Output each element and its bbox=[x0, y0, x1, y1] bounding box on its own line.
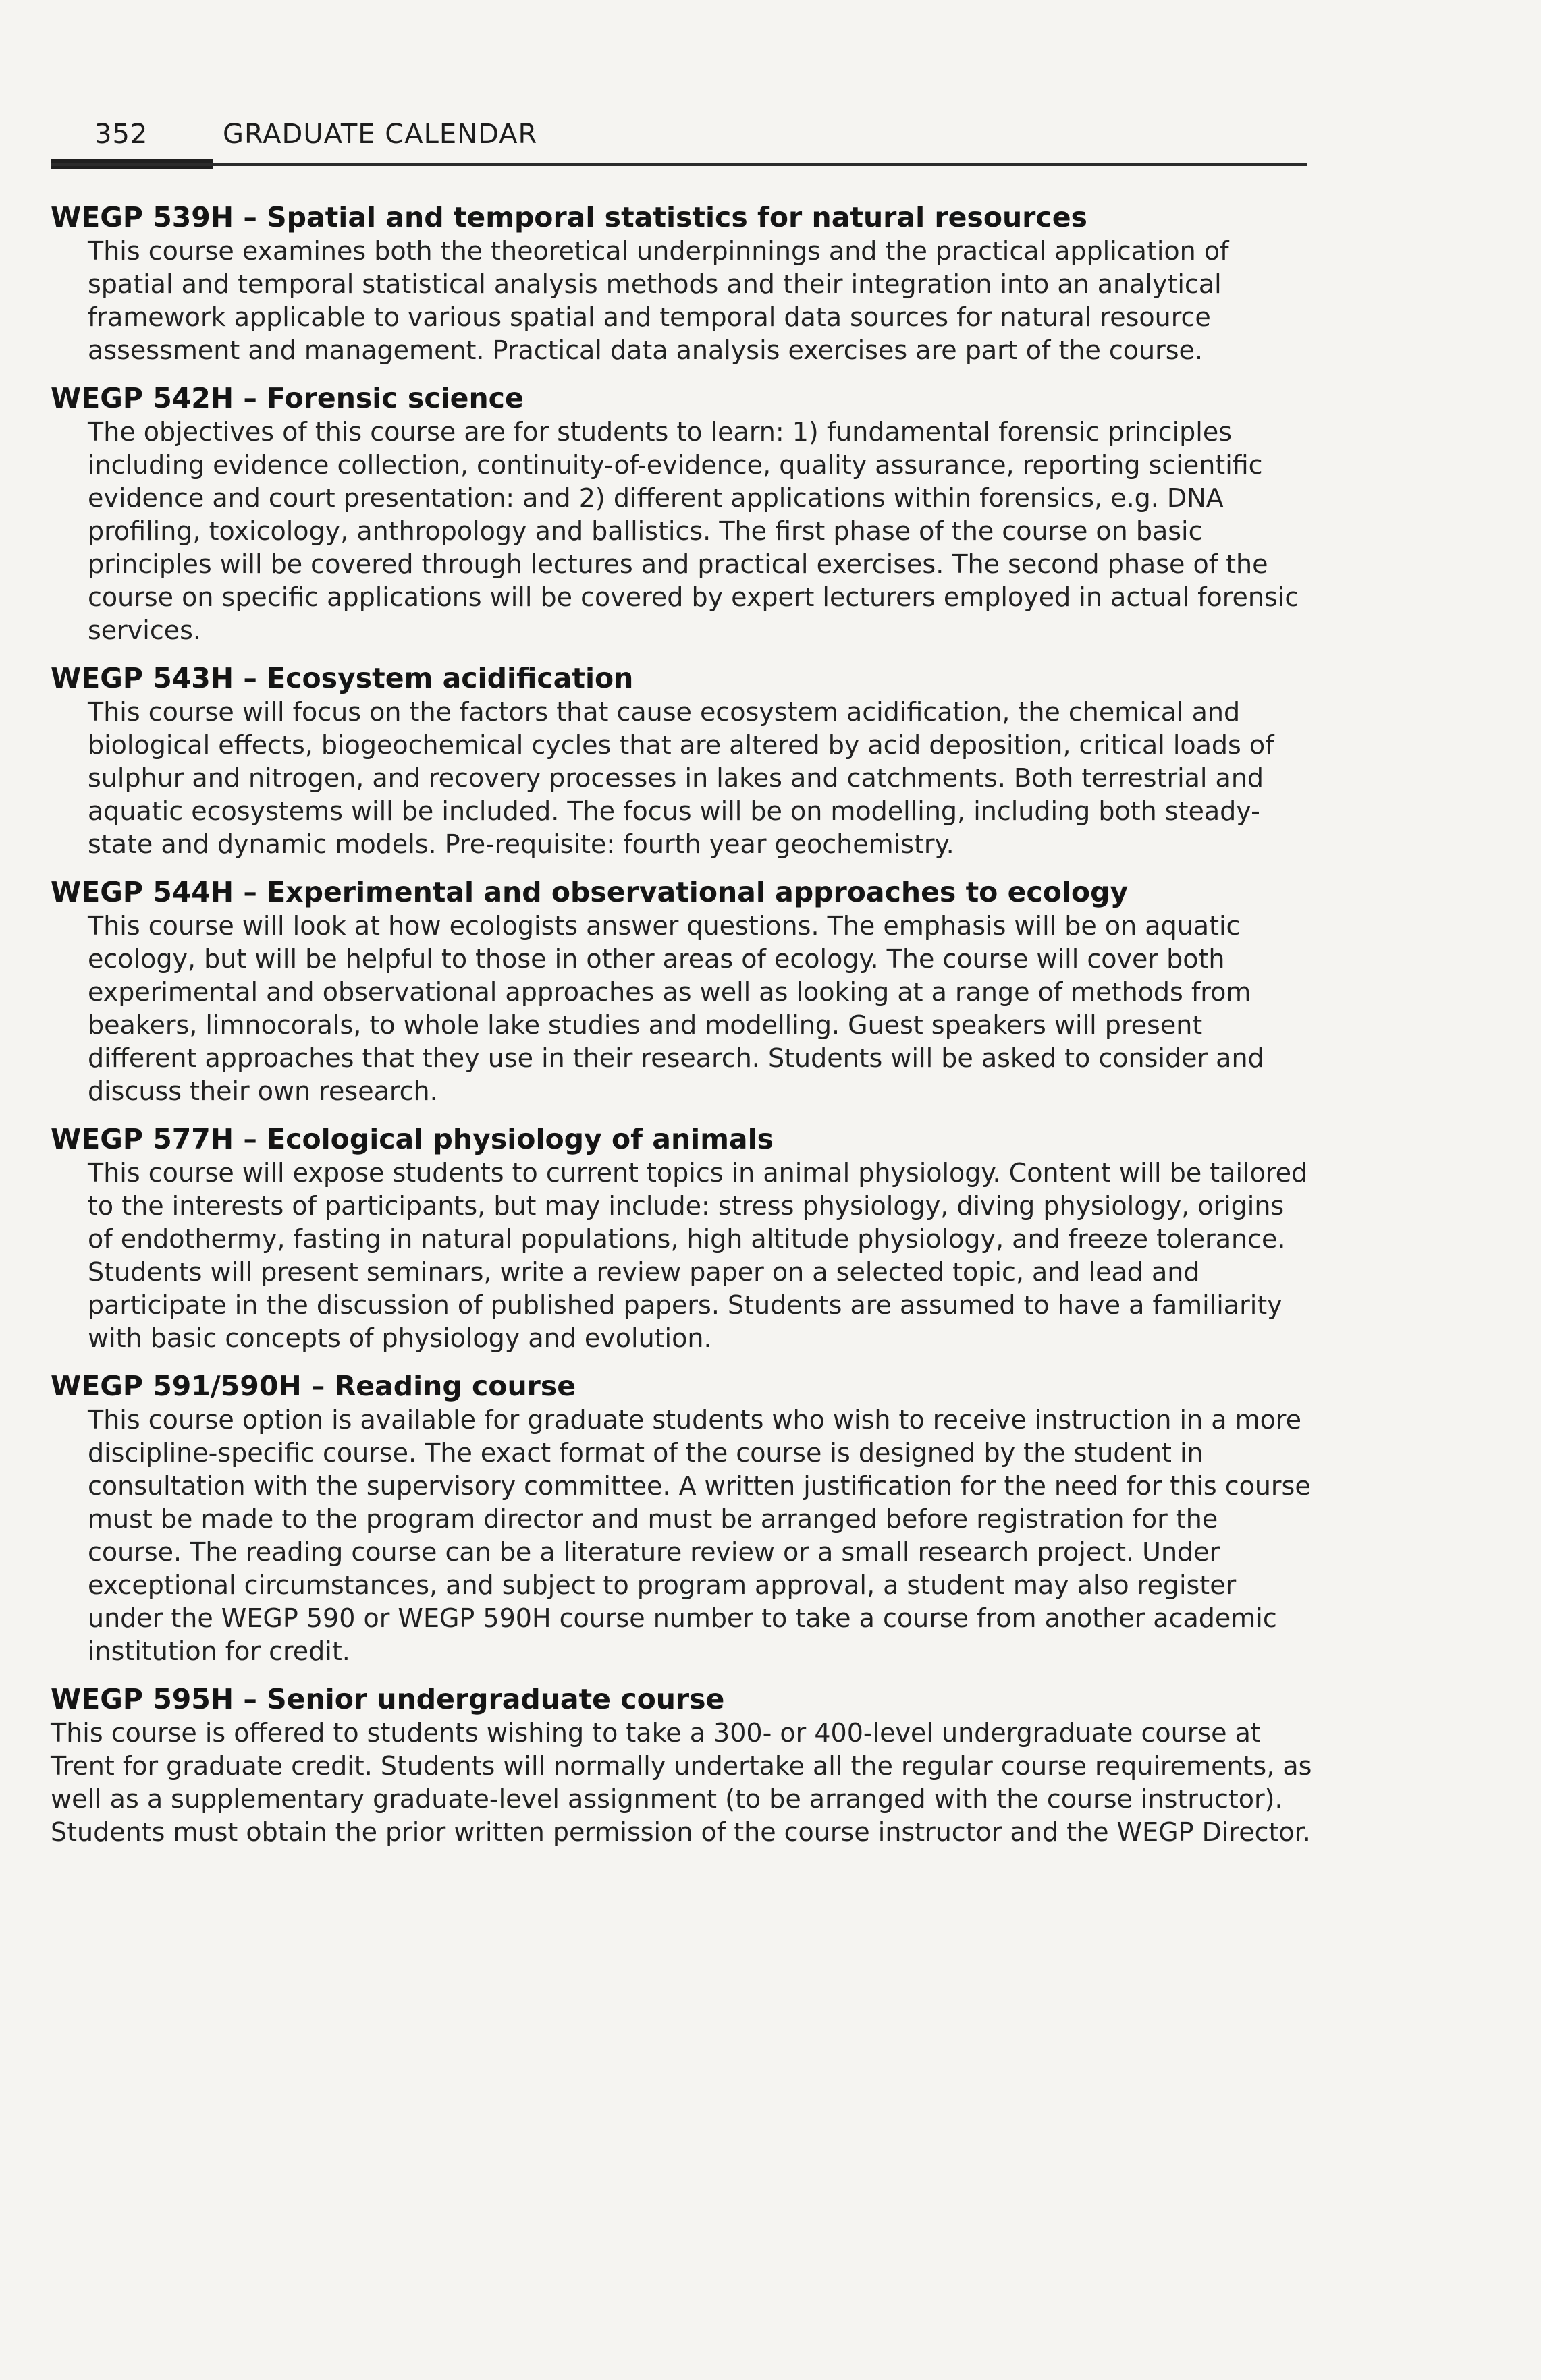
course-entry bbox=[51, 1368, 1316, 1668]
course-title: WEGP 539H – Spatial and temporal statistics for natural resources bbox=[51, 201, 1087, 233]
course-description: This course examines both the theoretical underpinnings and the practical application of spatial and temporal statistical analysis methods and their integration into an analytical framework applicable to various spatial and temporal data sources for natural resource assessment and management. Practical data analysis exercises are part of the course. bbox=[88, 236, 1229, 365]
course-entry bbox=[51, 875, 1316, 1108]
header-rule bbox=[51, 163, 1307, 166]
course-title: WEGP 577H – Ecological physiology of animals bbox=[51, 1123, 774, 1155]
course-title: WEGP 542H – Forensic science bbox=[51, 382, 524, 414]
course-title: WEGP 591/590H – Reading course bbox=[51, 1370, 576, 1402]
course-description: The objectives of this course are for students to learn: 1) fundamental forensic principles including evidence collection, continuity-of-evidence, quality assurance, reporting scientific evidence and court presentation: and 2) different applications within forensics, e.g. DNA profiling, toxicology, anthropology and ballistics. The first phase of the course on basic principles will be covered through lectures and practical exercises. The second phase of the course on specific applications will be covered by expert lecturers employed in actual forensic services. bbox=[88, 417, 1299, 645]
course-entry bbox=[51, 661, 1316, 861]
course-description: This course is offered to students wishing to take a 300- or 400-level undergraduate course at Trent for graduate credit. Students will normally undertake all the regular course requirements, as well as a supplementary graduate-level assignment (to be arranged with the course instructor). Students must obtain the prior written permission of the course instructor and the WEGP Director. bbox=[51, 1718, 1312, 1847]
course-entry bbox=[51, 381, 1316, 647]
page-number: 352 bbox=[94, 119, 148, 150]
course-entry bbox=[51, 1122, 1316, 1355]
course-description: This course will expose students to current topics in animal physiology. Content will be tailored to the interests of participants, but may include: stress physiology, diving physiology, origins of endothermy, fasting in natural populations, high altitude physiology, and freeze tolerance. Students will present seminars, write a review paper on a selected topic, and lead and participate in the discussion of published papers. Students are assumed to have a familiarity with basic concepts of physiology and evolution. bbox=[88, 1158, 1308, 1353]
page-header bbox=[94, 119, 1309, 159]
course-list bbox=[51, 200, 1316, 1862]
course-title: WEGP 543H – Ecosystem acidification bbox=[51, 662, 634, 694]
course-entry bbox=[51, 200, 1316, 367]
course-description: This course option is available for graduate students who wish to receive instruction in a more discipline-specific course. The exact format of the course is designed by the student in consultation with the supervisory committee. A written justification for the need for this course must be made to the program director and must be arranged before registration for the course. The reading course can be a literature review or a small research project. Under exceptional circumstances, and subject to program approval, a student may also register under the WEGP 590 or WEGP 590H course number to take a course from another academic institution for credit. bbox=[88, 1405, 1311, 1666]
course-title: WEGP 595H – Senior undergraduate course bbox=[51, 1683, 725, 1715]
course-title: WEGP 544H – Experimental and observational approaches to ecology bbox=[51, 876, 1129, 908]
course-entry bbox=[51, 1682, 1316, 1849]
course-description: This course will focus on the factors that cause ecosystem acidification, the chemical and biological effects, biogeochemical cycles that are altered by acid deposition, critical loads of sulphur and nitrogen, and recovery processes in lakes and catchments. Both terrestrial and aquatic ecosystems will be included. The focus will be on modelling, including both steady-state and dynamic models. Pre-requisite: fourth year geochemistry. bbox=[88, 697, 1274, 859]
course-description: This course will look at how ecologists answer questions. The emphasis will be on aquatic ecology, but will be helpful to those in other areas of ecology. The course will cover both experimental and observational approaches as well as looking at a range of methods from beakers, limnocorals, to whole lake studies and modelling. Guest speakers will present different approaches that they use in their research. Students will be asked to consider and discuss their own research. bbox=[88, 911, 1264, 1106]
running-head: GRADUATE CALENDAR bbox=[223, 119, 538, 150]
